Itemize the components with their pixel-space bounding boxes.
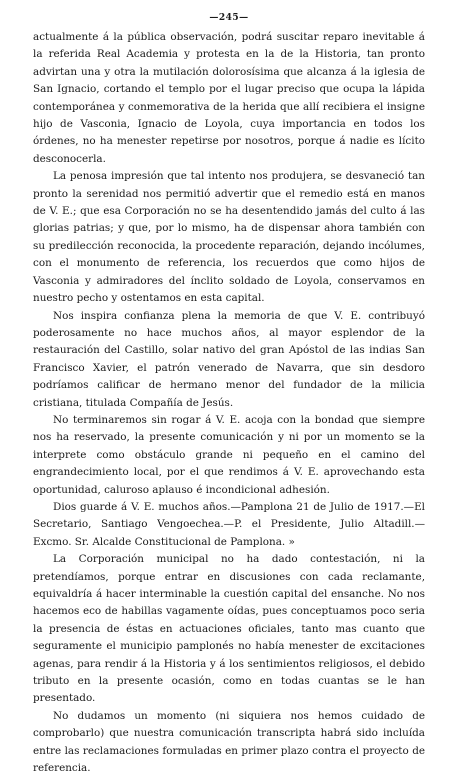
paragraph-5-signature: Dios guarde á V. E. muchos años.—Pamplona 21 de Julio de 1917.—El Secretario, Santiago Vengoechea.—P. el Presidente, Julio Altadill.—Excmo. Sr. Alcalde Constitucional de Pamplona. » [33, 500, 425, 548]
document-page [33, 11, 425, 777]
paragraph-1: actualmente á la pública observación, podrá suscitar reparo inevitable á la referida Real Academia y protesta en la de la Historia, tan pronto advirtan una y otra la mutilación dolorosísima que alcanza á la iglesia de San Ignacio, cortando el templo por el lugar preciso que ocupa la lápida contemporánea y conmemorativa de la herida que allí recibiera el insigne hijo de Vasconia, Ignacio de Loyola, cuya importancia en todos los órdenes, no ha menester repetirse por nosotros, porque á nadie es lícito desconocerla. [33, 31, 425, 165]
body-text [33, 29, 425, 777]
page-number: —245— [209, 13, 249, 23]
paragraph-4: No terminaremos sin rogar á V. E. acoja con la bondad que siempre nos ha reservado, la presente comunicación y ni por un momento se la interprete como obstáculo grande ni pequeño en el camino del engrandecimiento local, por el que rendimos á V. E. aprovechando esta oportunidad, caluroso aplauso é incondicional adhesión. [33, 413, 425, 496]
paragraph-2: La penosa impresión que tal intento nos produjera, se desvaneció tan pronto la serenidad nos permitió advertir que el remedio está en manos de V. E.; que esa Corporación no se ha desentendido jamás del culto á las glorias patrias; y que, por lo mismo, ha de dispensar ahora también con su predilección reconocida, la procedente reparación, dejando incólumes, con el monumento de referencia, los recuerdos que como hijos de Vasconia y admiradores del ínclito soldado de Loyola, conservamos en nuestro pecho y ostentamos en esta capital. [33, 170, 425, 305]
paragraph-6: La Corporación municipal no ha dado contestación, ni la pretendíamos, porque entrar en discusiones con cada reclamante, equivaldría á hacer interminable la cuestión capital del ensanche. No nos hacemos eco de habillas vagamente oídas, pues conceptuamos poco seria la presencia de éstas en actuaciones oficiales, tanto mas cuanto que seguramente el municipio pamplonés no había menester de excitaciones agenas, para rendir á la Historia y á los sentimientos religiosos, el debido tributo en la presente ocasión, como en todas cuantas se le han presentado. [33, 553, 425, 705]
paragraph-3: Nos inspira confianza plena la memoria de que V. E. contribuyó poderosamente no hace muchos años, al mayor esplendor de la restauración del Castillo, solar nativo del gran Apóstol de las indias San Francisco Xavier, el patrón venerado de Navarra, que sin desdoro podríamos calificar de hermano menor del fundador de la milicia cristiana, titulada Compañía de Jesús. [33, 309, 425, 409]
paragraph-7: No dudamos un momento (ni siquiera nos hemos cuidado de comprobarlo) que nuestra comunicación transcripta habrá sido incluída entre las reclamaciones formuladas en primer plazo contra el proyecto de referencia. [33, 709, 425, 775]
